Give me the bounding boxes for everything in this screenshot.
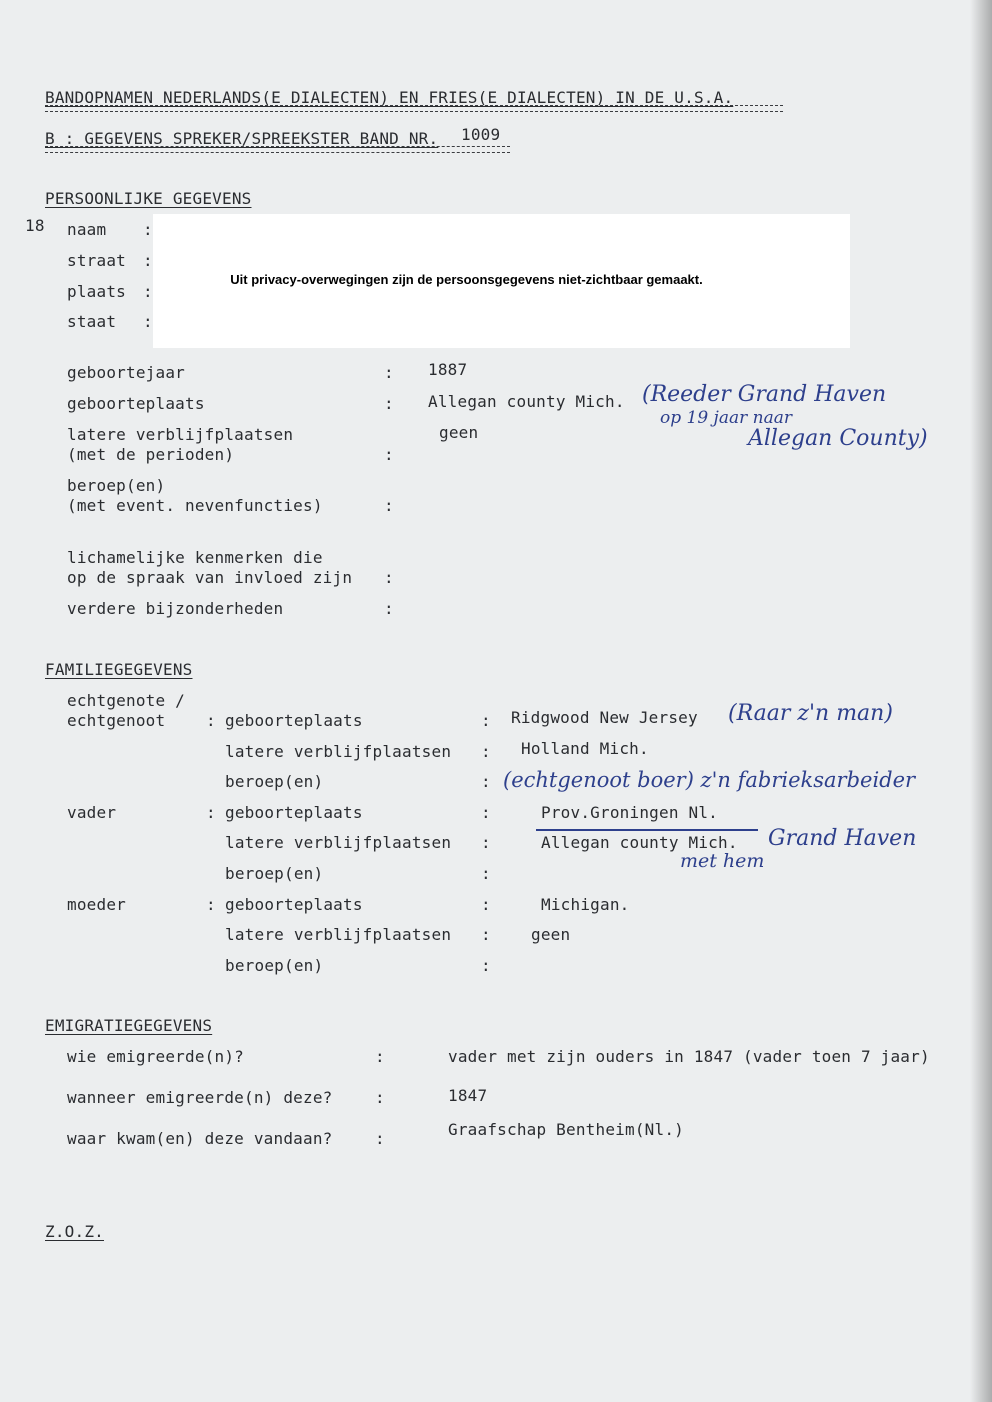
privacy-notice: Uit privacy-overwegingen zijn de persoonsgegevens niet-zichtbaar gemaakt. bbox=[230, 272, 703, 287]
colon: : bbox=[206, 895, 216, 914]
label-verdere: verdere bijzonderheden bbox=[67, 599, 284, 618]
colon: : bbox=[375, 1047, 385, 1066]
handwritten-spouse-beroep: (echtgenoot boer) z'n fabrieksarbeider bbox=[503, 768, 916, 792]
colon: : bbox=[481, 742, 491, 761]
label-staat: staat bbox=[67, 312, 117, 331]
colon: : bbox=[384, 394, 394, 413]
handwritten-father-verblijf-1: Grand Haven bbox=[768, 826, 917, 851]
value-where: Graafschap Bentheim(Nl.) bbox=[448, 1120, 684, 1139]
value-mother-verblijf: geen bbox=[531, 925, 571, 944]
label-father-verblijf: latere verblijfplaatsen bbox=[225, 833, 452, 852]
colon: : bbox=[206, 803, 216, 822]
colon: : bbox=[143, 220, 153, 239]
value-verblijf: geen bbox=[439, 423, 479, 442]
handwritten-note-2: op 19 jaar naar bbox=[660, 408, 792, 428]
colon: : bbox=[481, 772, 491, 791]
value-when: 1847 bbox=[448, 1086, 488, 1105]
colon: : bbox=[481, 803, 491, 822]
value-father-geboorteplaats: Prov.Groningen Nl. bbox=[541, 803, 718, 822]
form-title: BANDOPNAMEN NEDERLANDS(E DIALECTEN) EN FRIES(E DIALECTEN) IN DE U.S.A. bbox=[45, 88, 734, 107]
colon: : bbox=[481, 833, 491, 852]
subtitle-double-underline bbox=[45, 146, 510, 153]
label-father-geboorteplaats: geboorteplaats bbox=[225, 803, 363, 822]
label-spouse-geboorteplaats: geboorteplaats bbox=[225, 711, 363, 730]
label-mother: moeder bbox=[67, 895, 126, 914]
label-mother-verblijf: latere verblijfplaatsen bbox=[225, 925, 452, 944]
label-beroep-1: beroep(en) bbox=[67, 476, 166, 495]
handwritten-note-1: (Reeder Grand Haven bbox=[642, 382, 887, 407]
title-double-underline bbox=[45, 105, 783, 112]
label-father: vader bbox=[67, 803, 117, 822]
label-verblijf-1: latere verblijfplaatsen bbox=[67, 425, 294, 444]
colon: : bbox=[375, 1088, 385, 1107]
label-mother-beroep: beroep(en) bbox=[225, 956, 324, 975]
value-father-verblijf: Allegan county Mich. bbox=[541, 833, 738, 852]
label-lich-2: op de spraak van invloed zijn bbox=[67, 568, 353, 587]
colon: : bbox=[481, 956, 491, 975]
label-lich-1: lichamelijke kenmerken die bbox=[67, 548, 323, 567]
colon: : bbox=[143, 282, 153, 301]
colon: : bbox=[481, 895, 491, 914]
band-number: 1009 bbox=[461, 125, 501, 144]
label-father-beroep: beroep(en) bbox=[225, 864, 324, 883]
value-who: vader met zijn ouders in 1847 (vader toen 7 jaar) bbox=[448, 1047, 930, 1066]
family-heading: FAMILIEGEGEVENS bbox=[45, 660, 193, 679]
label-spouse-1: echtgenote / bbox=[67, 691, 185, 710]
subtitle-prefix: B : GEGEVENS SPREKER/SPREEKSTER BAND NR. bbox=[45, 129, 439, 148]
label-geboorteplaats: geboorteplaats bbox=[67, 394, 205, 413]
colon: : bbox=[143, 251, 153, 270]
handwritten-spouse-note: (Raar z'n man) bbox=[728, 701, 893, 726]
colon: : bbox=[481, 711, 491, 730]
colon: : bbox=[384, 599, 394, 618]
label-verblijf-2: (met de perioden) bbox=[67, 445, 235, 464]
colon: : bbox=[384, 568, 394, 587]
emigration-heading: EMIGRATIEGEGEVENS bbox=[45, 1016, 213, 1035]
colon: : bbox=[384, 363, 394, 382]
label-when: wanneer emigreerde(n) deze? bbox=[67, 1088, 333, 1107]
label-naam: naam bbox=[67, 220, 107, 239]
label-spouse-verblijf: latere verblijfplaatsen bbox=[225, 742, 452, 761]
privacy-redaction-box bbox=[153, 214, 850, 348]
label-where: waar kwam(en) deze vandaan? bbox=[67, 1129, 333, 1148]
label-plaats: plaats bbox=[67, 282, 126, 301]
handwritten-note-3: Allegan County) bbox=[748, 426, 928, 451]
record-number: 18 bbox=[25, 216, 45, 235]
label-straat: straat bbox=[67, 251, 126, 270]
value-geboorteplaats: Allegan county Mich. bbox=[428, 392, 625, 411]
personal-heading: PERSOONLIJKE GEGEVENS bbox=[45, 189, 252, 208]
colon: : bbox=[384, 445, 394, 464]
label-mother-geboorteplaats: geboorteplaats bbox=[225, 895, 363, 914]
label-spouse-beroep: beroep(en) bbox=[225, 772, 324, 791]
value-spouse-verblijf: Holland Mich. bbox=[521, 739, 649, 758]
label-geboortejaar: geboortejaar bbox=[67, 363, 185, 382]
colon: : bbox=[206, 711, 216, 730]
value-mother-geboorteplaats: Michigan. bbox=[541, 895, 630, 914]
colon: : bbox=[384, 496, 394, 515]
colon: : bbox=[481, 925, 491, 944]
colon: : bbox=[143, 312, 153, 331]
handwritten-father-verblijf-2: met hem bbox=[680, 850, 765, 872]
label-spouse-2: echtgenoot bbox=[67, 711, 166, 730]
label-who: wie emigreerde(n)? bbox=[67, 1047, 244, 1066]
handwritten-strike-line bbox=[536, 829, 758, 831]
colon: : bbox=[481, 864, 491, 883]
colon: : bbox=[375, 1129, 385, 1148]
zoz-footer: Z.O.Z. bbox=[45, 1222, 104, 1241]
label-beroep-2: (met event. nevenfuncties) bbox=[67, 496, 323, 515]
value-spouse-geboorteplaats: Ridgwood New Jersey bbox=[511, 708, 698, 727]
value-geboortejaar: 1887 bbox=[428, 360, 468, 379]
